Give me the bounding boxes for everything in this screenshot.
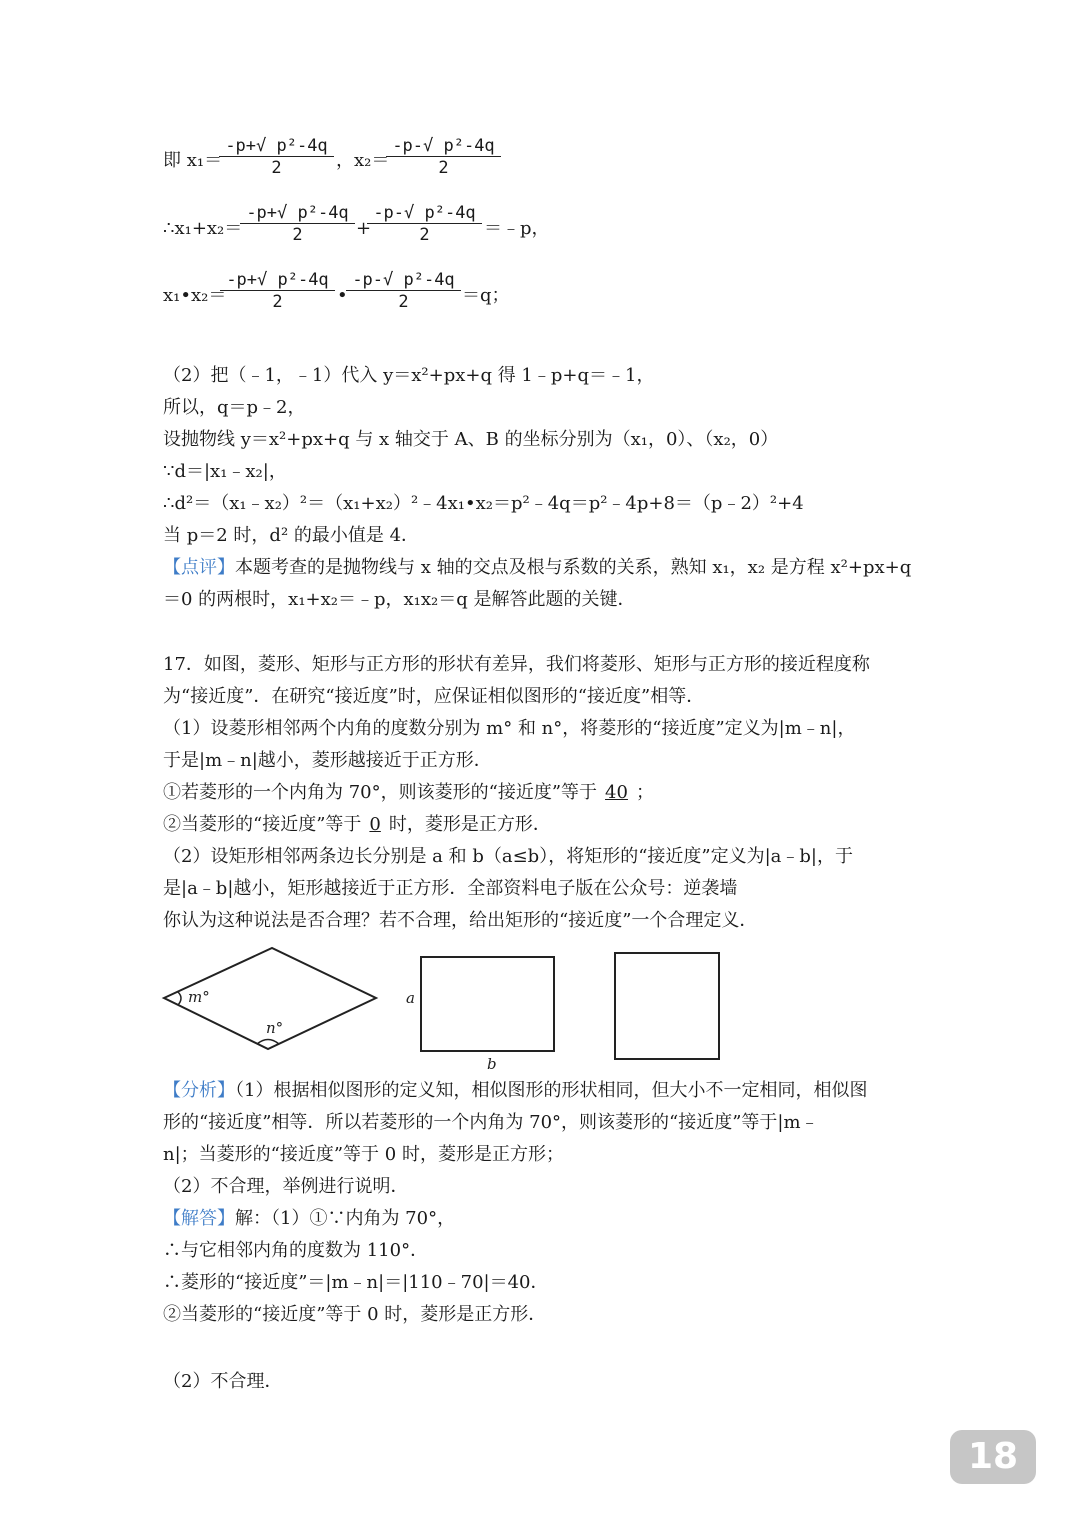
comment-line-2: ＝0 的两根时，x₁+x₂＝﹣p，x₁x₂＝q 是解答此题的关键．	[163, 589, 636, 610]
dot-sign: •	[337, 285, 348, 306]
fraction-sum-1	[240, 203, 355, 246]
fraction-numerator: -p-√ p²-4q	[367, 203, 482, 224]
fraction-numerator: -p-√ p²-4q	[346, 270, 461, 291]
solution-line-2: ∴与它相邻内角的度数为 110°．	[163, 1240, 429, 1261]
fraction-numerator: -p+√ p²-4q	[219, 136, 334, 157]
q2-suffix: 时，菱形是正方形．	[388, 814, 551, 835]
problem17-line-2: 为“接近度”．在研究“接近度”时，应保证相似图形的“接近度”相等．	[163, 686, 705, 707]
fraction-denominator: 2	[271, 158, 282, 178]
fraction-x2	[386, 136, 501, 179]
fraction-numerator: -p+√ p²-4q	[240, 203, 355, 224]
rectangle-shape	[421, 957, 554, 1051]
problem17-q2	[163, 813, 923, 837]
sum-result: ＝﹣p，	[484, 218, 550, 239]
analysis-line-1	[163, 1079, 923, 1103]
fraction-product-1	[220, 270, 335, 313]
product-result: ＝q；	[462, 285, 510, 306]
angle-label-n: n°	[266, 1019, 284, 1037]
fraction-product-2	[346, 270, 461, 313]
angle-label-m: m°	[188, 988, 210, 1006]
solution-line-5: （2）不合理．	[163, 1371, 283, 1392]
formula-prefix: 即 x₁＝	[163, 150, 223, 171]
q1-suffix: ；	[635, 782, 654, 803]
solution-line-3: ∴菱形的“接近度”＝|m﹣n|＝|110﹣70|＝40．	[163, 1272, 549, 1293]
problem17-line-9: 你认为这种说法是否合理？若不合理，给出矩形的“接近度”一个合理定义．	[163, 910, 758, 931]
comment-text: 本题考查的是抛物线与 x 轴的交点及根与系数的关系，熟知 x₁，x₂ 是方程 x²+px+q	[235, 557, 912, 578]
problem17-line-1: 17．如图，菱形、矩形与正方形的形状有差异，我们将菱形、矩形与正方形的接近程度称	[163, 654, 870, 675]
part2-line-5: ∴d²＝（x₁﹣x₂）²＝（x₁+x₂）²﹣4x₁•x₂＝p²﹣4q＝p²﹣4p+8＝（p﹣2）²+4	[163, 493, 804, 514]
problem17-line-8: 是|a﹣b|越小，矩形越接近于正方形．全部资料电子版在公众号：逆袭墙	[163, 878, 738, 899]
problem17-q1	[163, 781, 923, 805]
page-number-badge: 18	[950, 1430, 1036, 1484]
solution-line-1	[163, 1207, 923, 1231]
comment-line-1	[163, 556, 923, 580]
fraction-sum-2	[367, 203, 482, 246]
fraction-numerator: -p-√ p²-4q	[386, 136, 501, 157]
part2-line-2: 所以，q＝p﹣2，	[163, 397, 306, 418]
fraction-denominator: 2	[272, 292, 283, 312]
q2-prefix: ②当菱形的“接近度”等于	[163, 814, 362, 835]
problem17-line-4: 于是|m﹣n|越小，菱形越接近于正方形．	[163, 750, 492, 771]
part2-line-4: ∵d＝|x₁﹣x₂|，	[163, 461, 287, 482]
rhombus-angle-arc-n	[257, 1040, 279, 1045]
q2-answer: 0	[369, 814, 381, 835]
analysis-text: （1）根据相似图形的定义知，相似图形的形状相同，但大小不一定相同，相似图	[235, 1080, 868, 1101]
fraction-denominator: 2	[419, 225, 430, 245]
solution-text: 解：（1）①∵内角为 70°，	[235, 1208, 456, 1229]
q1-prefix: ①若菱形的一个内角为 70°，则该菱形的“接近度”等于	[163, 782, 598, 803]
side-label-b: b	[487, 1055, 497, 1073]
formula-prefix: ∴x₁+x₂＝	[163, 218, 243, 239]
analysis-tag: 【分析】	[163, 1080, 235, 1101]
shapes-figure	[160, 945, 740, 1075]
fraction-denominator: 2	[438, 158, 449, 178]
rhombus-angle-arc-m	[178, 992, 181, 1005]
problem17-line-3: （1）设菱形相邻两个内角的度数分别为 m° 和 n°，将菱形的“接近度”定义为|m﹣n|，	[163, 718, 856, 739]
solution-tag: 【解答】	[163, 1208, 235, 1229]
fraction-denominator: 2	[398, 292, 409, 312]
analysis-line-2: 形的“接近度”相等．所以若菱形的一个内角为 70°，则该菱形的“接近度”等于|m﹣	[163, 1112, 819, 1133]
fraction-denominator: 2	[292, 225, 303, 245]
q1-answer: 40	[605, 782, 628, 803]
plus-sign: +	[356, 218, 372, 239]
x2-label: ，x₂＝	[336, 150, 390, 171]
fraction-x1	[219, 136, 334, 179]
analysis-line-3: n|；当菱形的“接近度”等于 0 时，菱形是正方形；	[163, 1144, 564, 1165]
part2-line-1: （2）把（﹣1，﹣1）代入 y＝x²+px+q 得 1﹣p+q＝﹣1，	[163, 365, 655, 386]
comment-tag: 【点评】	[163, 557, 235, 578]
fraction-numerator: -p+√ p²-4q	[220, 270, 335, 291]
part2-line-6: 当 p＝2 时，d² 的最小值是 4．	[163, 525, 420, 546]
square-shape	[615, 953, 719, 1059]
solution-line-4: ②当菱形的“接近度”等于 0 时，菱形是正方形．	[163, 1304, 547, 1325]
side-label-a: a	[406, 989, 415, 1007]
part2-line-3: 设抛物线 y＝x²+px+q 与 x 轴交于 A、B 的坐标分别为（x₁，0）、（x₂，0）	[163, 429, 779, 450]
analysis-line-4: （2）不合理，举例进行说明．	[163, 1176, 409, 1197]
formula-prefix: x₁•x₂＝	[163, 285, 227, 306]
problem17-line-7: （2）设矩形相邻两条边长分别是 a 和 b（a≤b），将矩形的“接近度”定义为|a﹣b|，于	[163, 846, 853, 867]
